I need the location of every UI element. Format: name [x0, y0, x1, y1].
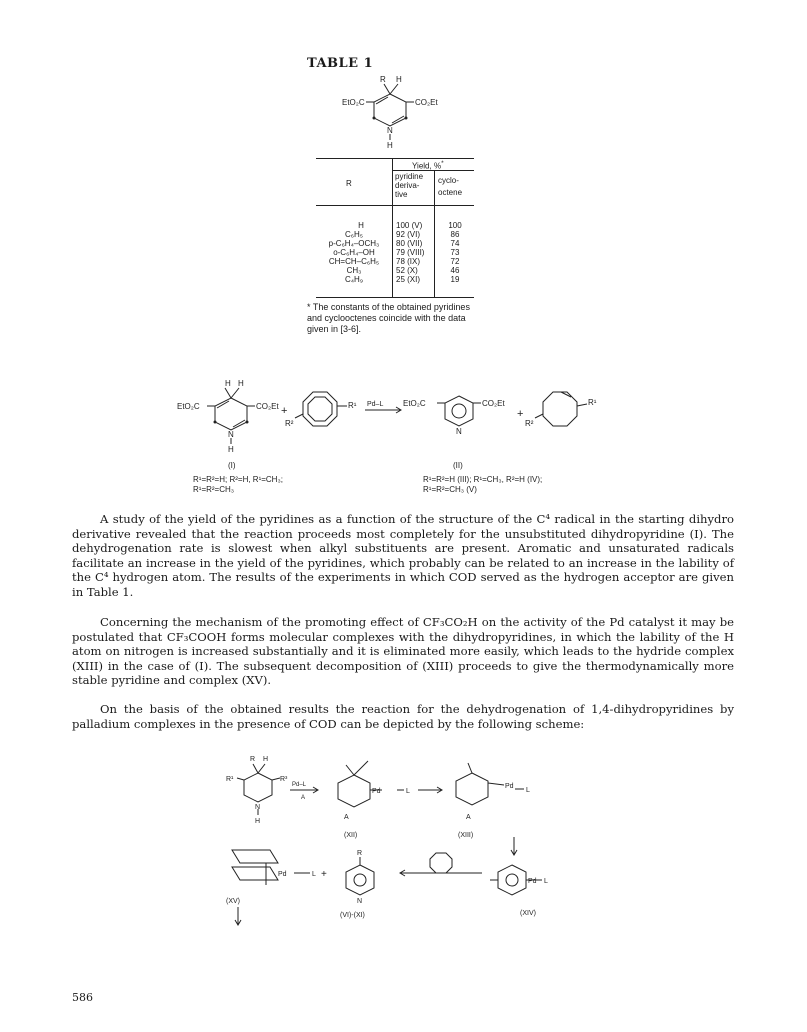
xiii-a: A: [466, 814, 471, 821]
xiii-pd: Pd: [505, 783, 514, 790]
label-xii: (XII): [344, 832, 358, 839]
yield-table: [316, 158, 474, 300]
vi-xi-r: R: [357, 850, 363, 857]
xii-a: A: [344, 814, 349, 821]
header-yield: Yield, %*: [412, 160, 444, 171]
table-row-cyclooctene: 46: [450, 266, 460, 275]
product-r1: R¹: [588, 398, 597, 407]
cond-right-1: R¹=R²=H (III); R¹=CH₃, R²=H (IV);: [423, 475, 543, 484]
plus-1: +: [281, 405, 288, 417]
page-number: 586: [72, 991, 93, 1004]
table-row-cyclooctene: 100: [448, 221, 462, 230]
label-vi-xi: (VI)-(XI): [340, 912, 365, 919]
structure-eto2c: EtO₂C: [342, 98, 365, 107]
table-row-cyclooctene: 72: [450, 257, 460, 266]
reaction-h-bottom: H: [228, 445, 234, 454]
product-eto2c: EtO₂C: [403, 399, 426, 408]
reaction-r1: R¹: [348, 401, 357, 410]
table-row-cyclooctene: 19: [450, 275, 460, 284]
header-r: R: [346, 179, 352, 188]
table-row-pyridine: 78 (IX): [396, 257, 421, 266]
cond-right-2: R¹=R²=CH₃ (V): [423, 485, 477, 494]
header-cyclooctene-1: cyclo-: [438, 176, 459, 185]
paragraph-1: A study of the yield of the pyridines as a function of the structure of the C⁴ radical in the starting dihydro derivative revealed that the reaction proceeds most completely for the unsubstituted dihydropyridine (I). The dehydrogenation rate is slowest when alkyl substituents are present. Aromatic and unsaturated radicals facilitate an increase in the yield of the pyridines, which probably can be related to an increase in the lability of the C⁴ hydrogen atom. The results of the experiments in which COD served as the hydrogen acceptor are given in Table 1.: [72, 512, 734, 599]
xv-pd: Pd: [278, 871, 287, 878]
structure-co2et: CO₂Et: [415, 98, 438, 107]
table-row-r: o-C₆H₄–OH: [333, 248, 375, 257]
scheme-plus: +: [321, 869, 327, 880]
table-footnote: * The constants of the obtained pyridines and cyclooctenes coincide with the data given in [3-6].: [307, 302, 470, 334]
reaction-catalyst: Pd–L: [367, 401, 384, 408]
structure-n: N: [387, 126, 393, 135]
scheme-r: R: [250, 756, 256, 763]
reaction-h2: H: [238, 379, 244, 388]
table-row-cyclooctene: 74: [450, 239, 460, 248]
xv-l: L: [312, 871, 316, 878]
cond-left-1: R¹=R²=H; R²=H, R¹=CH₃;: [193, 475, 283, 484]
structure-r: R: [380, 75, 386, 84]
table-title: TABLE 1: [307, 56, 374, 71]
table-row-cyclooctene: 73: [450, 248, 460, 257]
table-row-pyridine: 25 (XI): [396, 275, 421, 284]
paragraph-3: On the basis of the obtained results the reaction for the dehydrogenation of 1,4-dihydropyridines by palladium complexes in the presence of COD can be depicted by the following scheme:: [72, 702, 734, 731]
header-pyridine-1: pyridine: [395, 172, 424, 181]
vi-xi-n: N: [357, 898, 363, 905]
scheme-r3: R³: [280, 776, 288, 783]
product-r2: R²: [525, 419, 534, 428]
header-pyridine-3: tive: [395, 190, 408, 199]
structure-h-bottom: H: [387, 141, 393, 150]
table-row-r: CH=CH–C₆H₅: [328, 257, 380, 266]
reaction-n: N: [228, 430, 234, 439]
table-row-pyridine: 52 (X): [396, 266, 418, 275]
scheme-catalyst: Pd–L: [292, 782, 307, 788]
plus-2: +: [517, 408, 524, 420]
table-row-pyridine: 80 (VII): [396, 239, 423, 248]
reaction-r2: R²: [285, 419, 294, 428]
xiv-pd: Pd: [528, 878, 537, 885]
table-row-pyridine: 100 (V): [396, 221, 423, 230]
reaction-scheme: [175, 376, 645, 494]
scheme-h-bottom: H: [255, 818, 261, 825]
reaction-eto2c: EtO₂C: [177, 402, 200, 411]
product-co2et: CO₂Et: [482, 399, 505, 408]
xiii-l: L: [526, 787, 530, 794]
label-xiii: (XIII): [458, 832, 474, 839]
table-row-r: C₆H₅: [344, 230, 363, 239]
paragraph-2: Concerning the mechanism of the promoting effect of CF₃CO₂H on the activity of the Pd catalyst it may be postulated that CF₃COOH forms molecular complexes with the dihydropyridines, in which the lability of the H atom on nitrogen is increased substantially and it is eliminated more easily, which leads to the hydride complex (XIII) in the case of (I). The subsequent decomposition of (XIII) proceeds to give the thermodynamically more stable pyridine and complex (XV).: [72, 615, 734, 688]
header-yield-mark: *: [441, 160, 444, 167]
header-cyclooctene-2: octene: [438, 188, 463, 197]
xii-pd: Pd: [372, 788, 381, 795]
mechanism-scheme: [220, 745, 580, 930]
product-n: N: [456, 427, 462, 436]
scheme-h: H: [263, 756, 269, 763]
table-row-pyridine: 79 (VIII): [396, 248, 425, 257]
label-xv: (XV): [226, 898, 240, 905]
table-row-r: C₄H₉: [345, 275, 363, 284]
header-pyridine-2: deriva-: [395, 181, 420, 190]
scheme-r1: R¹: [226, 776, 234, 783]
xii-l: L: [406, 788, 410, 795]
scheme-a: A: [301, 795, 306, 801]
structure-h-top: H: [396, 75, 402, 84]
reaction-h1: H: [225, 379, 231, 388]
label-i: (I): [228, 461, 236, 470]
reaction-co2et: CO₂Et: [256, 402, 279, 411]
table-row-cyclooctene: 86: [450, 230, 460, 239]
table-row-r: p-C₆H₄–OCH₃: [328, 239, 380, 248]
table-row-r: CH₃: [346, 266, 362, 275]
table-row-r: H: [358, 221, 364, 230]
cond-left-2: R¹=R²=CH₃: [193, 485, 235, 494]
table-structure-diagram: [340, 72, 460, 156]
label-ii: (II): [453, 461, 463, 470]
label-xiv: (XIV): [520, 910, 536, 917]
scheme-n: N: [255, 804, 261, 811]
table-row-pyridine: 92 (VI): [396, 230, 421, 239]
xiv-l: L: [544, 878, 548, 885]
